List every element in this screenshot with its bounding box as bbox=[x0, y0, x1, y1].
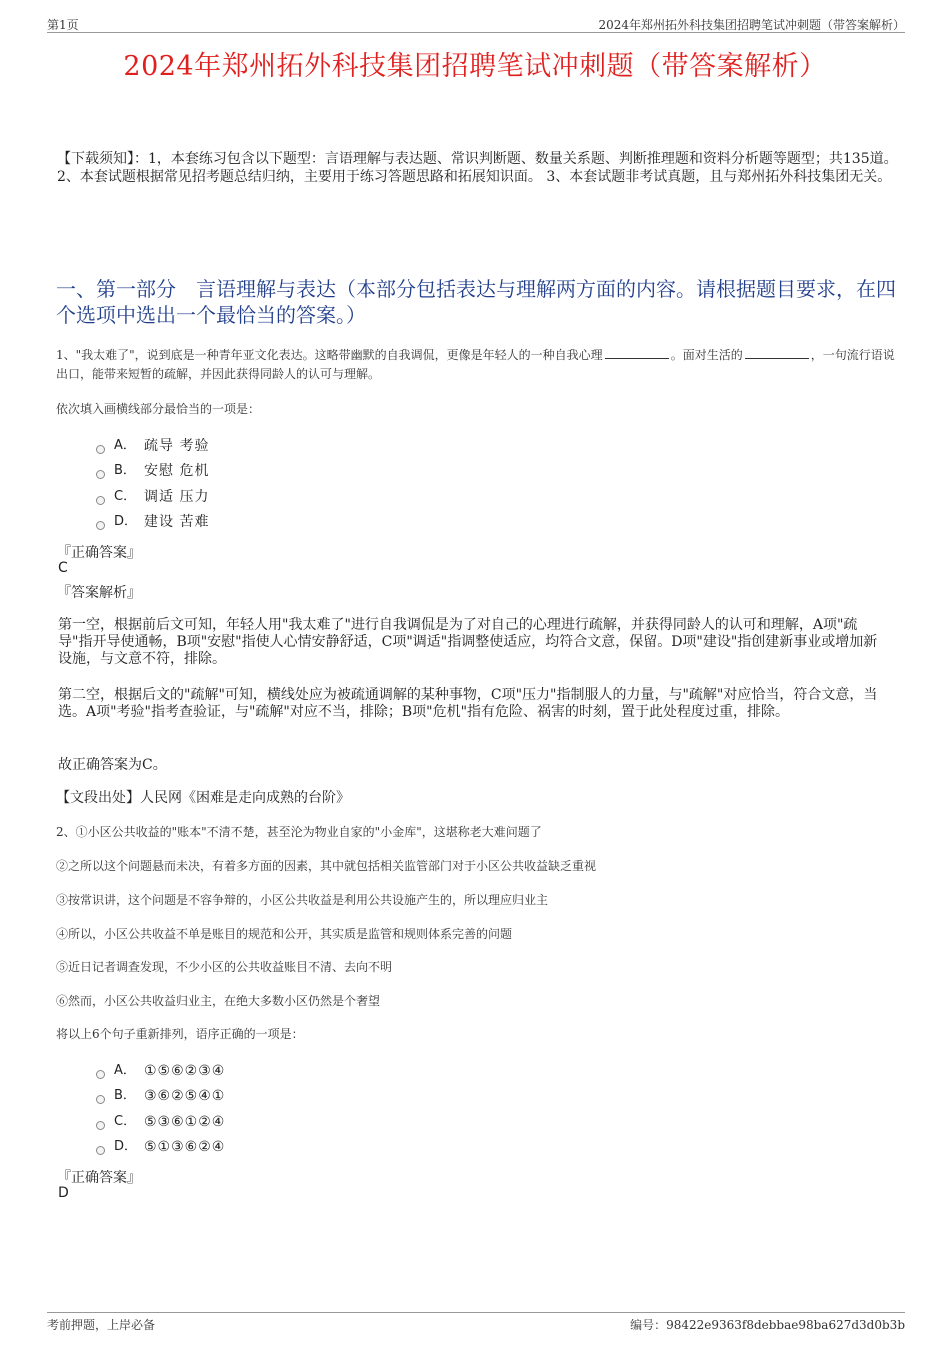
radio-icon[interactable] bbox=[96, 496, 105, 505]
option-text: 安慰 危机 bbox=[144, 463, 210, 479]
footer-code: 编号：98422e9363f8debbae98ba627d3d0b3b bbox=[630, 1318, 905, 1332]
question-1-text-part: ，一句流行语说出口，能带来短暂的疏解，并因此获得同龄人的认可与理解。 bbox=[56, 348, 895, 381]
q2-sentence-2: ②之所以这个问题悬而未决，有着多方面的因素，其中就包括相关监管部门对于小区公共收益缺乏重视 bbox=[56, 859, 597, 873]
radio-icon[interactable] bbox=[96, 1146, 105, 1155]
q2-option-d[interactable] bbox=[96, 1137, 225, 1157]
answer-label: 『正确答案』 bbox=[57, 545, 141, 561]
radio-icon[interactable] bbox=[96, 470, 105, 479]
option-letter: C． bbox=[114, 489, 137, 504]
radio-icon[interactable] bbox=[96, 1070, 105, 1079]
download-notice: 【下载须知】：1，本套练习包含以下题型：言语理解与表达题、常识判断题、数量关系题、判断推理题和资料分析题等题型；共135道。 2、本套试题根据常见招考题总结归纳，主要用于练习答题思路和拓展知识面。 3、本套试题非考试真题，且与郑州拓外科技集团无关。 bbox=[57, 151, 898, 185]
question-1-text-part: 1、"我太难了"，说到底是一种青年亚文化表达。这略带幽默的自我调侃，更像是年轻人的一种自我心理 bbox=[56, 348, 603, 362]
q2-option-b[interactable] bbox=[96, 1086, 225, 1106]
option-letter: A． bbox=[114, 438, 136, 453]
option-text: 调适 压力 bbox=[144, 489, 210, 505]
q1-option-d[interactable] bbox=[96, 512, 209, 532]
page-footer bbox=[47, 1312, 905, 1334]
answer-label: 『正确答案』 bbox=[57, 1170, 141, 1186]
q2-sentence-6: ⑥然而，小区公共收益归业主，在绝大多数小区仍然是个奢望 bbox=[56, 994, 381, 1008]
question-2-instruction: 将以上6个句子重新排列，语序正确的一项是： bbox=[56, 1027, 304, 1041]
question-1-text bbox=[56, 346, 902, 384]
q2-sentence-1: 2、①小区公共收益的"账本"不清不楚，甚至沦为物业自家的"小金库"，这堪称老大难问题了 bbox=[56, 825, 542, 839]
option-text: 建设 苦难 bbox=[144, 514, 210, 530]
option-text: ⑤①③⑥②④ bbox=[144, 1139, 226, 1155]
q1-option-a[interactable] bbox=[96, 436, 209, 456]
fill-blank bbox=[605, 347, 669, 359]
q2-sentence-3: ③按常识讲，这个问题是不容争辩的，小区公共收益是利用公共设施产生的，所以理应归业主 bbox=[56, 893, 549, 907]
fill-blank bbox=[745, 347, 809, 359]
option-letter: B． bbox=[114, 1088, 136, 1103]
radio-icon[interactable] bbox=[96, 1095, 105, 1104]
radio-icon[interactable] bbox=[96, 1121, 105, 1130]
header-doc-title: 2024年郑州拓外科技集团招聘笔试冲刺题（带答案解析） bbox=[598, 18, 905, 32]
analysis-paragraph-2: 第二空，根据后文的"疏解"可知，横线处应为被疏通调解的某种事物，C项"压力"指制服人的力量，与"疏解"对应恰当，符合文意，当选。A项"考验"指考查验证，与"疏解"对应不当，排除；B项"危机"指有危险、祸害的时刻，置于此处程度过重，排除。 bbox=[58, 687, 878, 720]
q2-sentence-5: ⑤近日记者调查发现，不少小区的公共收益账目不清、去向不明 bbox=[56, 960, 393, 974]
analysis-label: 『答案解析』 bbox=[57, 585, 141, 601]
question-1-text-part: 。面对生活的 bbox=[670, 348, 743, 362]
radio-icon[interactable] bbox=[96, 521, 105, 530]
question-1-instruction: 依次填入画横线部分最恰当的一项是： bbox=[56, 402, 261, 416]
option-letter: C． bbox=[114, 1114, 137, 1129]
analysis-conclusion: 故正确答案为C。 bbox=[58, 757, 167, 773]
option-text: ①⑤⑥②③④ bbox=[144, 1063, 226, 1079]
document-title: 2024年郑州拓外科技集团招聘笔试冲刺题（带答案解析） bbox=[123, 51, 827, 82]
option-text: ⑤③⑥①②④ bbox=[144, 1114, 226, 1130]
option-letter: A． bbox=[114, 1063, 136, 1078]
radio-icon[interactable] bbox=[96, 445, 105, 454]
q2-option-a[interactable] bbox=[96, 1061, 225, 1081]
option-letter: B． bbox=[114, 463, 136, 478]
passage-source: 【文段出处】人民网《困难是走向成熟的台阶》 bbox=[56, 790, 350, 806]
option-letter: D． bbox=[114, 1139, 138, 1154]
footer-slogan: 考前押题，上岸必备 bbox=[47, 1318, 156, 1332]
analysis-paragraph-1: 第一空，根据前后文可知，年轻人用"我太难了"进行自我调侃是为了对自己的心理进行疏解，并获得同龄人的认可和理解，A项"疏导"指开导使通畅，B项"安慰"指使人心情安静舒适，C项"调适"指调整使适应，均符合文意，保留。D项"建设"指创建新事业或增加新设施，与文意不符，排除。 bbox=[58, 617, 878, 667]
section-heading: 一、第一部分 言语理解与表达（本部分包括表达与理解两方面的内容。请根据题目要求，在四个选项中选出一个最恰当的答案。） bbox=[56, 277, 896, 327]
option-text: 疏导 考验 bbox=[144, 438, 210, 454]
q1-option-c[interactable] bbox=[96, 487, 209, 507]
page-number: 第1页 bbox=[47, 18, 79, 32]
correct-answer: C bbox=[58, 560, 68, 576]
q2-option-c[interactable] bbox=[96, 1112, 225, 1132]
correct-answer: D bbox=[58, 1185, 69, 1201]
q2-sentence-4: ④所以，小区公共收益不单是账目的规范和公开，其实质是监管和规则体系完善的问题 bbox=[56, 927, 513, 941]
q1-option-b[interactable] bbox=[96, 461, 209, 481]
option-letter: D． bbox=[114, 514, 138, 529]
option-text: ③⑥②⑤④① bbox=[144, 1088, 226, 1104]
page-header bbox=[47, 14, 905, 33]
